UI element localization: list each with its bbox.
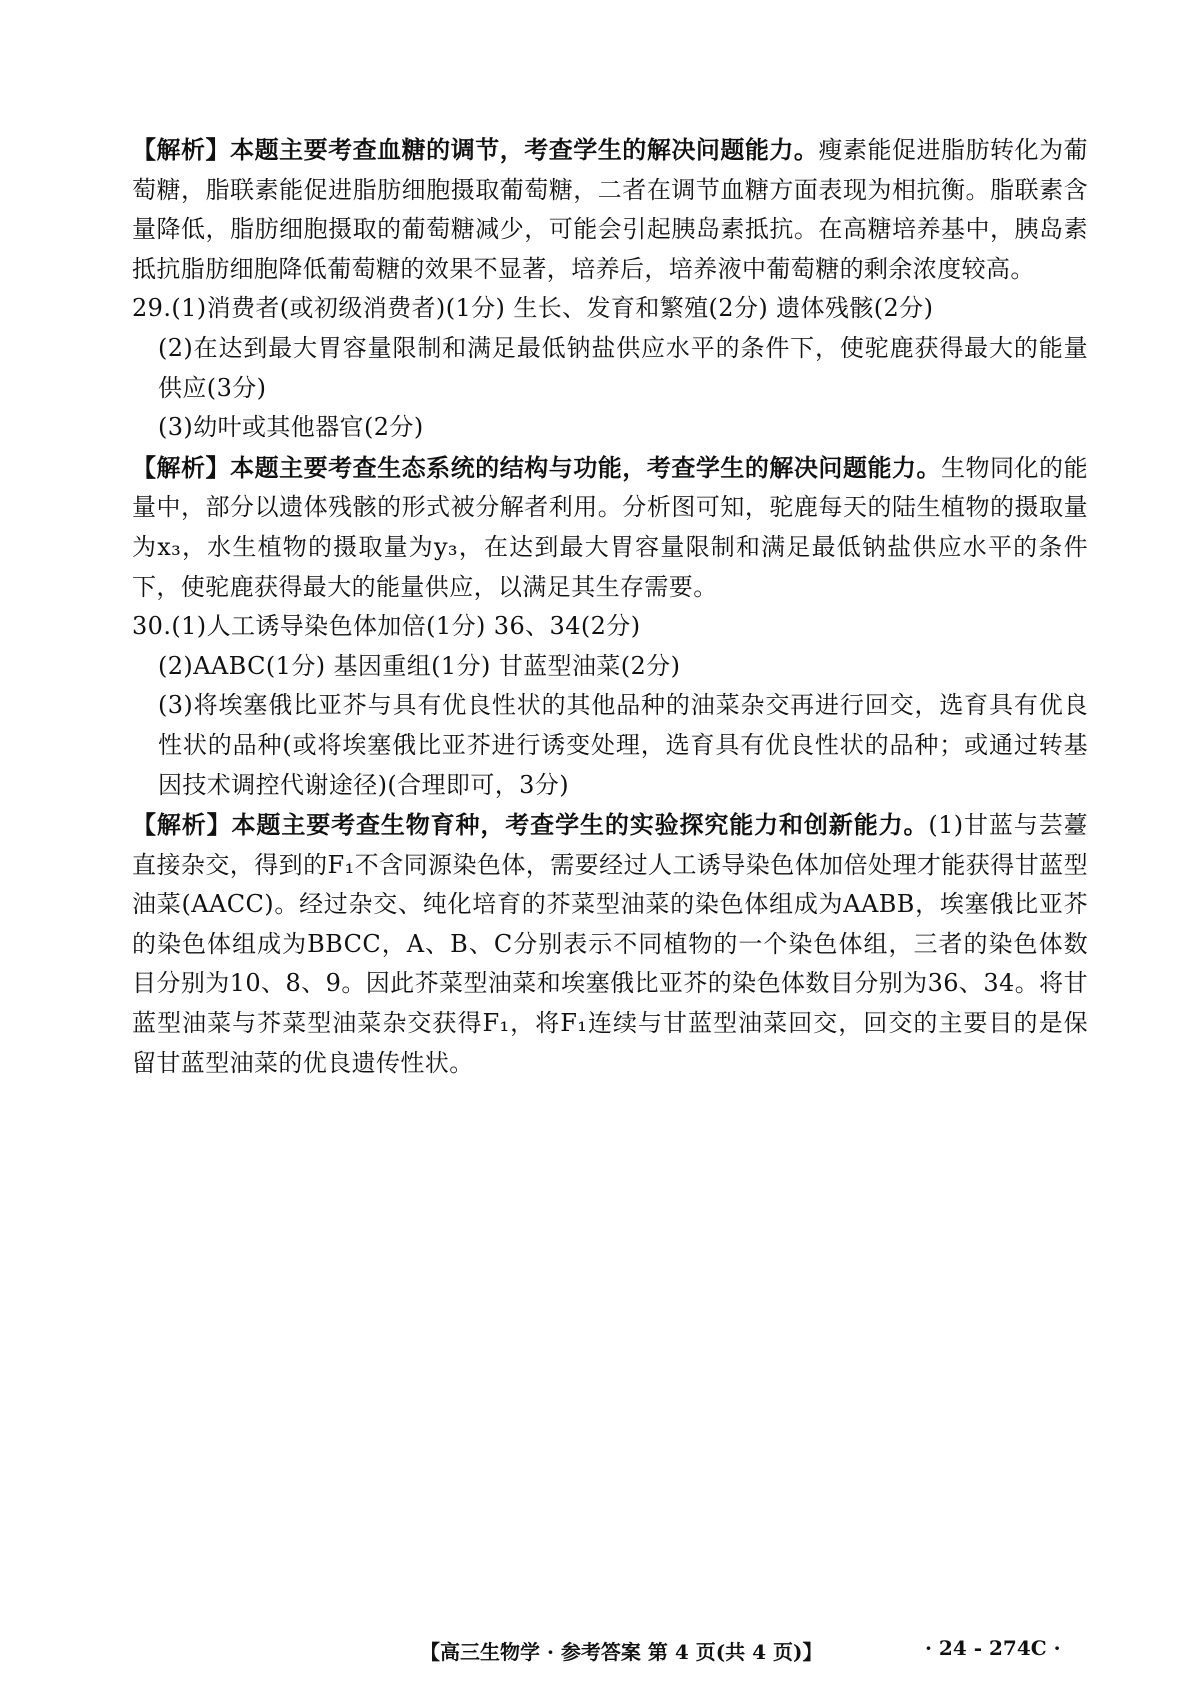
analysis-text: 生物同化的能量中，部分以遗体残骸的形式被分解者利用。分析图可知，驼鹿每天的陆生植物的摄取量为x₃，水生植物的摄取量为y₃，在达到最大胃容量限制和满足最低钠盐供应水平的条件下，使驼鹿获得最大的能量供应，以满足其生存需要。 [132,453,1088,601]
answer-content [132,130,1088,1083]
answer-line [132,329,1088,408]
question-30 [132,607,1088,805]
footer-title: 【高三生物学 · 参考答案 第 4 页(共 4 页)】 [420,1640,823,1664]
question-number: 29. [132,294,172,323]
footer-code: · 24 - 274C · [925,1636,1061,1660]
analysis-paragraph [132,805,1088,1083]
question-number: 30. [132,612,172,641]
analysis-head: 本题主要考查血糖的调节，考查学生的解决问题能力。 [230,135,819,164]
answer-text: (3)将埃塞俄比亚芥与具有优良性状的其他品种的油菜杂交再进行回交，选育具有优良性状的品种(或将埃塞俄比亚芥进行诱变处理，选育具有优良性状的品种；或通过转基因技术调控代谢途径)(合理即可，3分) [158,691,1088,799]
analysis-head: 本题主要考查生态系统的结构与功能，考查学生的解决问题能力。 [230,452,941,482]
answer-line [132,686,1088,805]
answer-line [132,607,1088,647]
answer-text: (1)人工诱导染色体加倍(1分) 36、34(2分) [171,612,641,641]
analysis-head: 本题主要考查生物育种，考查学生的实验探究能力和创新能力。 [231,810,929,840]
analysis-label: 【解析】 [132,452,231,482]
answer-line [132,647,1088,687]
question-29 [132,289,1088,447]
answer-text: (2)AABC(1分) 基因重组(1分) 甘蓝型油菜(2分) [158,651,681,680]
answer-line [132,289,1088,329]
answer-line [132,408,1088,448]
analysis-label: 【解析】 [132,810,232,840]
analysis-label: 【解析】 [132,135,231,164]
answer-text: (3)幼叶或其他器官(2分) [158,413,424,442]
analysis-text: 瘦素能促进脂肪转化为葡萄糖，脂联素能促进脂肪细胞摄取葡萄糖，二者在调节血糖方面表现为相抗衡。脂联素含量降低，脂肪细胞摄取的葡萄糖减少，可能会引起胰岛素抵抗。在高糖培养基中，胰岛素抵抗脂肪细胞降低葡萄糖的效果不显著，培养后，培养液中葡萄糖的剩余浓度较高。 [132,136,1088,283]
analysis-text: (1)甘蓝与芸薹直接杂交，得到的F₁不含同源染色体，需要经过人工诱导染色体加倍处理才能获得甘蓝型油菜(AACC)。经过杂交、纯化培育的芥菜型油菜的染色体组成为AABB，埃塞俄比亚芥的染色体组成为BBCC，A、B、C分别表示不同植物的一个染色体组，三者的染色体数目分别为10、8、9。因此芥菜型油菜和埃塞俄比亚芥的染色体数目分别为36、34。将甘蓝型油菜与芥菜型油菜杂交获得F₁，将F₁连续与甘蓝型油菜回交，回交的主要目的是保留甘蓝型油菜的优良遗传性状。 [132,811,1088,1077]
analysis-paragraph [132,448,1088,607]
analysis-paragraph [132,130,1088,289]
answer-text: (1)消费者(或初级消费者)(1分) 生长、发育和繁殖(2分) 遗体残骸(2分) [171,294,934,323]
answer-text: (2)在达到最大胃容量限制和满足最低钠盐供应水平的条件下，使驼鹿获得最大的能量供应(3分) [158,333,1088,402]
